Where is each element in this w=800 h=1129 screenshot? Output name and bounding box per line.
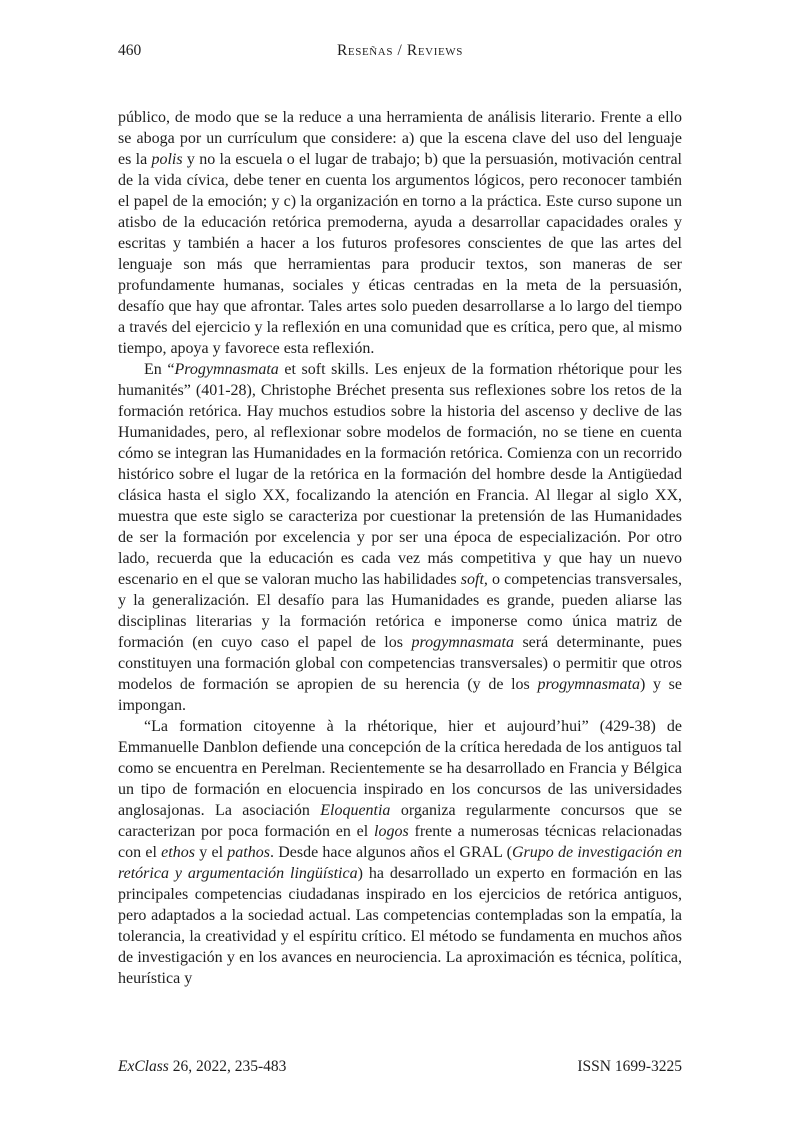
- text-run: frente a numerosas técnicas relacionadas con el: [118, 823, 683, 861]
- text-run: y el: [194, 844, 228, 861]
- text-run: progymnasmata: [411, 634, 514, 651]
- text-run: o competencias transversales, y la generalización. El desafío para las Humanidades es grande, pueden aliarse las disciplinas literarias y la formación retórica e imponerse como única matriz de formación (en cuyo caso el papel de los: [118, 571, 683, 651]
- journal-issue-pages: 26, 2022, 235-483: [168, 1058, 287, 1075]
- text-run: ) ha desarrollado un experto en formación en las principales competencias ciudadanas inspirado en los ejercicios de retórica antiguos, pero adaptados a la sociedad actual. Las competencias contempladas son la empatía, la tolerancia, la creatividad y el espíritu crítico. El método se fundamenta en muchos años de investigación y en los avances en neurociencia. La aproximación es técnica, política, heurística y: [118, 865, 682, 987]
- text-run: pathos: [227, 844, 270, 861]
- article-text-block: [118, 107, 682, 989]
- page-header: [118, 42, 682, 64]
- journal-name: ExClass: [118, 1058, 169, 1075]
- text-run: Grupo de investigación en retórica y argumentación lingüística: [118, 844, 683, 882]
- text-run: soft,: [460, 571, 488, 588]
- text-run: será determinante, pues constituyen una formación global con competencias transversales) o permitir que otros modelos de formación se apropien de su herencia (y de los: [118, 634, 682, 693]
- page-number: 460: [118, 42, 142, 59]
- text-run: . Desde hace algunos años el GRAL (: [269, 844, 512, 861]
- text-run: y no la escuela o el lugar de trabajo; b) que la persuasión, motivación central de la vida cívica, debe tener en cuenta los argumentos lógicos, pero reconocer también el papel de la emoción; y c) la organización en torno a la práctica. Este curso supone un atisbo de la educación retórica premoderna, ayuda a desarrollar capacidades orales y escritas y también a hacer a los futuros profesores conscientes de que las artes del lenguaje son más que herramientas para producir textos, son maneras de ser profundamente humanas, sociales y éticas centradas en la meta de la persuasión, desafío que hay que afrontar. Tales artes solo pueden desarrollarse a lo largo del tiempo a través del ejercicio y la reflexión en una comunidad que es crítica, pero que, al mismo tiempo, apoya y favorece esta reflexión.: [118, 151, 683, 357]
- text-run: et soft skills. Les enjeux de la formation rhétorique pour les humanités” (401-28), Christophe Bréchet presenta sus reflexiones sobre los retos de la formación retórica. Hay muchos estudios sobre la historia del ascenso y declive de las Humanidades, pero, al reflexionar sobre modelos de formación, no se tiene en cuenta cómo se integran las Humanidades en la formación retórica. Comienza con un recorrido histórico sobre el lugar de la retórica en la formación del hombre desde la Antigüedad clásica hasta el siglo XX, focalizando la atención en Francia. Al llegar al siglo XX, muestra que este siglo se caracteriza por cuestionar la pretensión de las Humanidades de ser la formación por excelencia y por ser una época de especialización. Por otro lado, recuerda que la educación es cada vez más competitiva y que hay un nuevo escenario en el que se valoran mucho las habilidades: [118, 361, 683, 588]
- text-run: Eloquentia: [320, 802, 391, 819]
- text-run: En “: [144, 361, 175, 378]
- paragraph: [118, 716, 682, 989]
- page-footer: [118, 1058, 682, 1076]
- text-run: polis: [151, 151, 183, 168]
- paragraph: [118, 107, 682, 359]
- text-run: “La formation citoyenne à la rhétorique, hier et aujourd’hui” (429-38) de Emmanuelle Danblon defiende una concepción de la crítica heredada de los antiguos tal como se encuentra en Perelman. Recientemente se ha desarrollado en Francia y Bélgica un tipo de formación en elocuencia inspirado en los concursos de las universidades anglosajonas. La asociación: [118, 718, 682, 819]
- text-run: progymnasmata: [537, 676, 640, 693]
- text-run: público, de modo que se la reduce a una herramienta de análisis literario. Frente a ello se aboga por un currículum que considere: a) que la escena clave del uso del lenguaje es la: [118, 109, 682, 168]
- issn: ISSN 1699-3225: [577, 1058, 682, 1075]
- paragraph: [118, 359, 682, 716]
- text-run: ethos: [161, 844, 195, 861]
- text-run: Progymnasmata: [174, 361, 279, 378]
- text-run: organiza regularmente concursos que se caracterizan por poca formación en el: [118, 802, 682, 840]
- journal-reference: [118, 1058, 286, 1076]
- text-run: logos: [374, 823, 409, 840]
- running-title: Reseñas / Reviews: [336, 42, 464, 59]
- text-run: ) y se impongan.: [118, 676, 683, 714]
